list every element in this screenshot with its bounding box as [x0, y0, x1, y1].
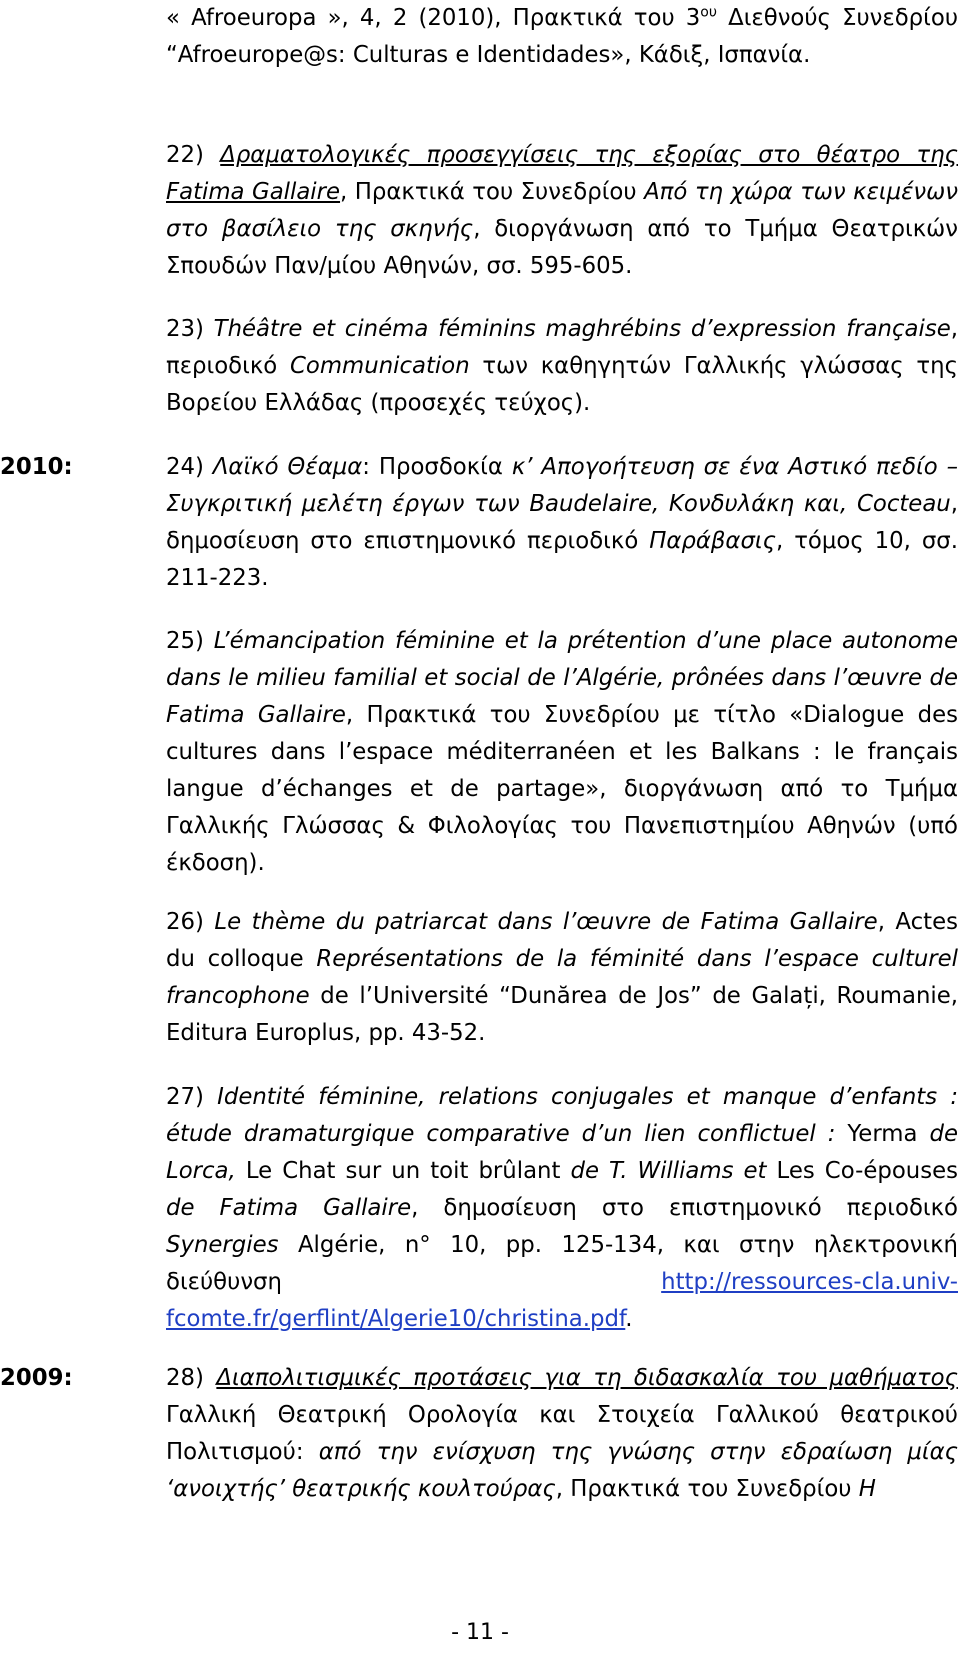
entry-28: 28) Διαπολιτισμικές προτάσεις για τη διδασκαλία του μαθήματος Γαλλική Θεατρική Ορολογία και Στοιχεία Γαλλικού θεατρικού Πολιτισμού: από την ενίσχυση της γνώσης στην εδραίωση μίας ‘ανοιχτής’ θεατρικής κουλτούρας, Πρακτικά του Συνεδρίου Η	[166, 1365, 958, 1502]
entry-25: 25) L’émancipation féminine et la prétention d’une place autonome dans le milieu familial et social de l’Algérie, prônées dans l’œuvre de Fatima Gallaire, Πρακτικά του Συνεδρίου με τίτλο «Dialogue des cultures dans l’espace méditerranéen et les Balkans : le français langue d’échanges et de partage», διοργάνωση από το Τμήμα Γαλλικής Γλώσσας & Φιλολογίας του Πανεπιστημίου Αθηνών (υπό έκδοση).	[166, 628, 958, 876]
year-2010: 2010:	[0, 454, 73, 480]
entry-22-title: Δραματολογικές προσεγγίσεις της εξορίας στο θέατρο της Fatima Gallaire	[166, 142, 958, 205]
entry-28-title: Διαπολιτισμικές προτάσεις για τη διδασκαλία του μαθήματος	[216, 1365, 958, 1391]
entry-26: 26) Le thème du patriarcat dans l’œuvre de Fatima Gallaire, Actes du colloque Représentations de la féminité dans l’espace culturel francophone de l’Université “Dunărea de Jos” de Galați, Roumanie, Editura Europlus, pp. 43-52.	[166, 909, 959, 1046]
article-pdf-link[interactable]: http://ressources-cla.univ-fcomte.fr/gerflint/Algerie10/christina.pdf	[166, 1269, 958, 1332]
entry-22: 22) Δραματολογικές προσεγγίσεις της εξορίας στο θέατρο της Fatima Gallaire, Πρακτικά του Συνεδρίου Από τη χώρα των κειμένων στο βασίλειο της σκηνής, διοργάνωση από το Τμήμα Θεατρικών Σπουδών Παν/μίου Αθηνών, σσ. 595-605.	[166, 142, 958, 279]
year-2009: 2009:	[0, 1365, 73, 1391]
entry-24: 24) Λαϊκό Θέαμα: Προσδοκία κ’ Απογοήτευση σε ένα Αστικό πεδίο –Συγκριτική μελέτη έργων των Baudelaire, Κονδυλάκη και, Cocteau, δημοσίευση στο επιστημονικό περιοδικό Παράβασις, τόμος 10, σσ. 211-223.	[166, 454, 958, 591]
entry-25-title: L’émancipation féminine et la prétention d’une place autonome dans le milieu familial et social de l’Algérie, prônées dans l’œuvre de Fatima Gallaire	[166, 628, 958, 728]
entry-23-title: Théâtre et cinéma féminins maghrébins d’expression française	[213, 316, 951, 342]
entry-27: 27) Identité féminine, relations conjugales et manque d’enfants : étude dramaturgique comparative d’un lien conflictuel : Yerma de Lorca, Le Chat sur un toit brûlant de T. Williams et Les Co-épouses de Fatima Gallaire, δημοσίευση στο επιστημονικό περιοδικό Synergies Algérie, n° 10, pp. 125-134, και στην ηλεκτρονική διεύθυνση http://ressources-cla.univ-fcomte.fr/gerflint/Algerie10/christina.pdf.	[166, 1084, 958, 1332]
entry-27-title: Identité féminine, relations conjugales et manque d’enfants : étude dramaturgique comparative d’un lien conflictuel :	[166, 1084, 958, 1147]
entry-23: 23) Théâtre et cinéma féminins maghrébins d’expression française, περιοδικό Communication των καθηγητών Γαλλικής γλώσσας της Βορείου Ελλάδας (προσεχές τεύχος).	[166, 316, 958, 416]
entry-24-title: Λαϊκό Θέαμα	[212, 454, 363, 480]
entry-26-title: Le thème du patriarcat dans l’œuvre de Fatima Gallaire	[214, 909, 878, 935]
entry-21-tail: « Afroeuropa », 4, 2 (2010), Πρακτικά του $3^{o\upsilon}$ Διεθνούς Συνεδρίου “Afroeurope@s: Culturas e Identidades», Κάδιξ, Ισπανία.	[166, 4, 959, 68]
page-number: - 11 -	[451, 1620, 509, 1645]
